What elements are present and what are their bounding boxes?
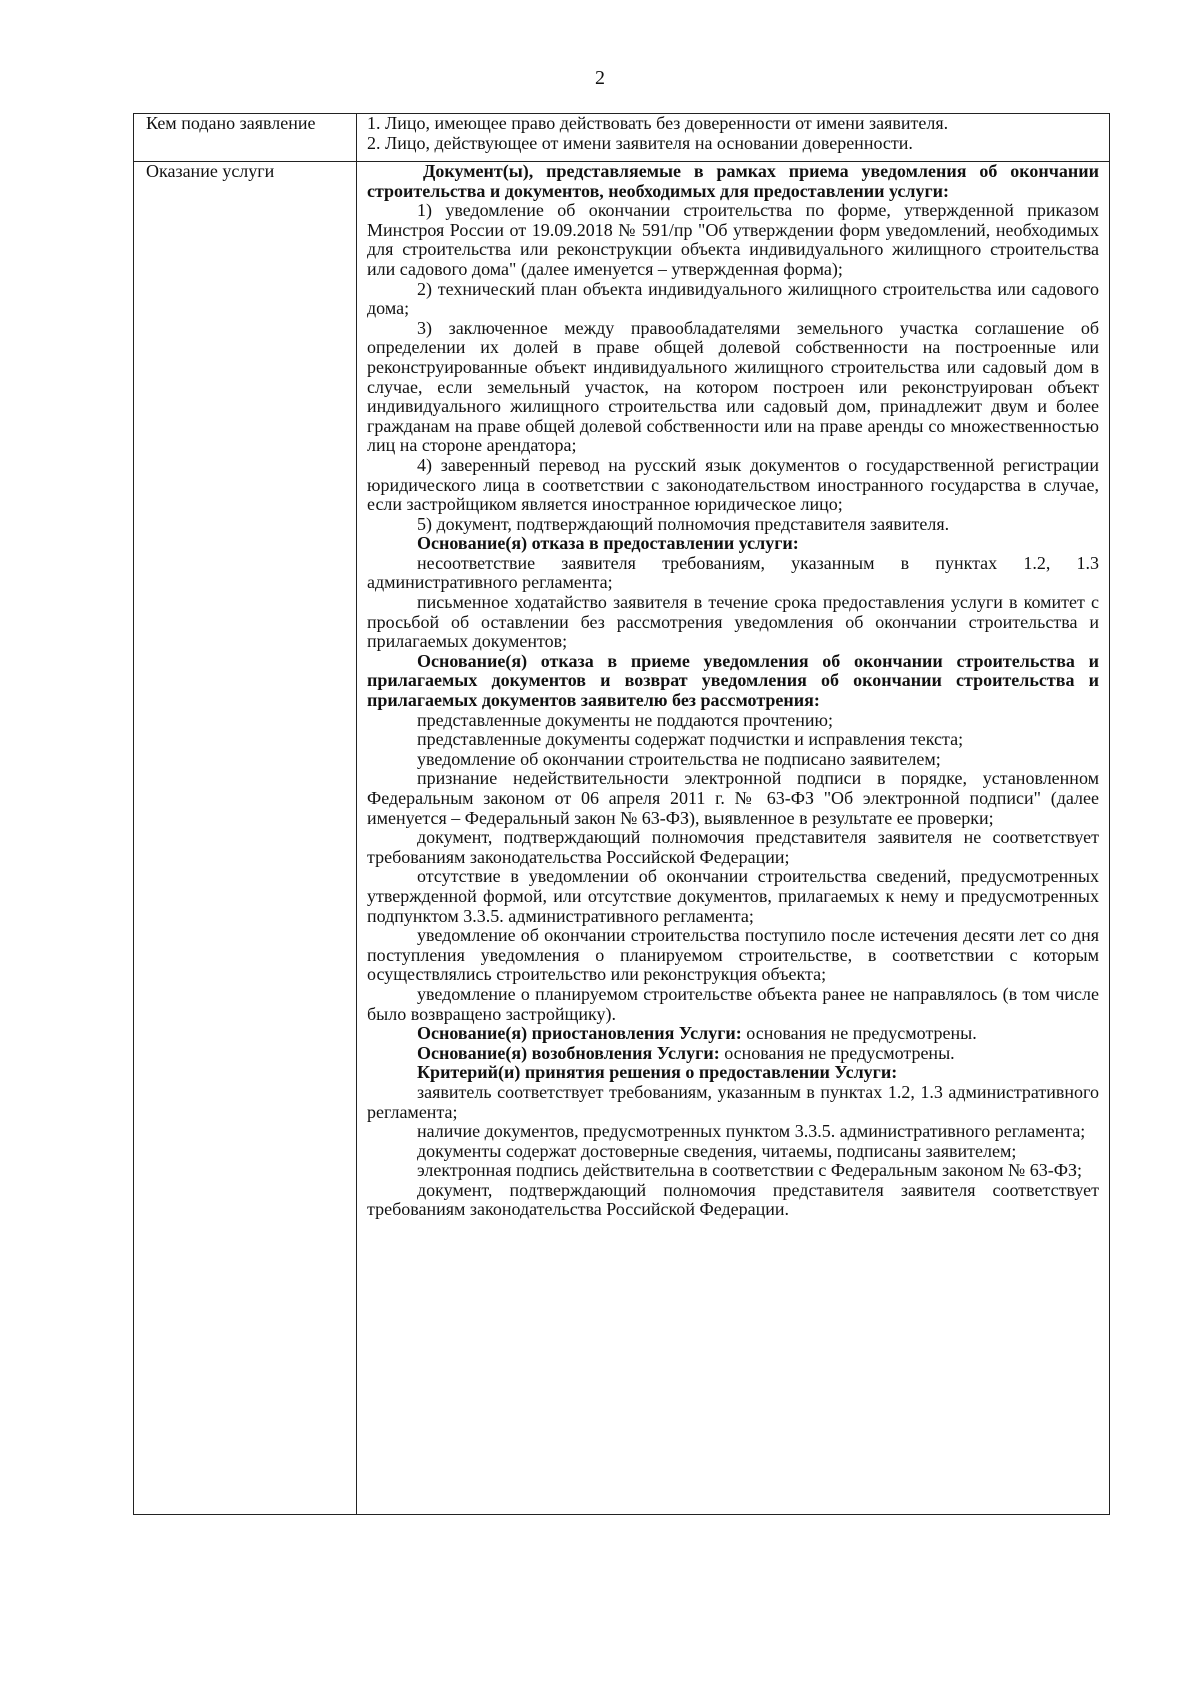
submitter-content bbox=[357, 114, 1110, 162]
suspension-label: Основание(я) приостановления Услуги: bbox=[417, 1023, 742, 1044]
submitter-line: 2. Лицо, действующее от имени заявителя на основании доверенности. bbox=[367, 132, 913, 153]
criteria-heading: Критерий(и) принятия решения о предоставлении Услуги: bbox=[417, 1062, 898, 1083]
rejection-item: уведомление об окончании строительства поступило после истечения десяти лет со дня поступления уведомления о планируемом строительстве, в соответствии с которым осуществлялись строительство или реконструкция объекта; bbox=[367, 925, 1099, 985]
suspension-line bbox=[367, 1024, 1099, 1044]
rejection-item: признание недействительности электронной подписи в порядке, установленном Федеральным законом от 06 апреля 2011 г. № 63-ФЗ "Об электронной подписи" (далее именуется – Федеральный закон № 63-ФЗ), выявленное в результате ее проверки; bbox=[367, 768, 1099, 828]
criteria-item: документ, подтверждающий полномочия представителя заявителя соответствует требованиям законодательства Российской Федерации. bbox=[367, 1179, 1099, 1220]
table-row-service bbox=[134, 162, 1110, 1515]
submitter-label: Кем подано заявление bbox=[134, 114, 357, 162]
document-item: 2) технический план объекта индивидуального жилищного строительства или садового дома; bbox=[367, 278, 1099, 319]
criteria-item: электронная подпись действительна в соответствии с Федеральным законом № 63-ФЗ; bbox=[417, 1160, 1082, 1181]
document-item: 5) документ, подтверждающий полномочия представителя заявителя. bbox=[417, 513, 950, 534]
table-row-submitter bbox=[134, 114, 1110, 162]
cell-bottom-space bbox=[367, 1220, 1099, 1244]
refusal-item: несоответствие заявителя требованиям, указанным в пунктах 1.2, 1.3 административного регламента; bbox=[367, 552, 1099, 593]
suspension-text: основания не предусмотрены. bbox=[746, 1023, 977, 1044]
rejection-item: уведомление об окончании строительства не подписано заявителем; bbox=[417, 748, 941, 769]
criteria-item: заявитель соответствует требованиям, указанным в пунктах 1.2, 1.3 административного регламента; bbox=[367, 1081, 1099, 1122]
refusal-heading: Основание(я) отказа в предоставлении услуги: bbox=[417, 533, 799, 554]
service-label: Оказание услуги bbox=[134, 162, 357, 1515]
service-info-table bbox=[133, 113, 1110, 1515]
criteria-item: наличие документов, предусмотренных пунктом 3.3.5. административного регламента; bbox=[417, 1121, 1086, 1142]
rejection-item: представленные документы содержат подчистки и исправления текста; bbox=[417, 729, 964, 750]
resumption-line bbox=[367, 1044, 1099, 1064]
page-number: 2 bbox=[595, 67, 605, 89]
refusal-item: письменное ходатайство заявителя в течение срока предоставления услуги в комитет с просьбой об оставлении без рассмотрения уведомления об окончании строительства и прилагаемых документов; bbox=[367, 592, 1099, 652]
rejection-item: отсутствие в уведомлении об окончании строительства сведений, предусмотренных утвержденной формой, или отсутствие документов, прилагаемых к нему и предусмотренных подпунктом 3.3.5. административного регламента; bbox=[367, 866, 1099, 926]
resumption-text: основания не предусмотрены. bbox=[724, 1042, 955, 1063]
rejection-heading: Основание(я) отказа в приеме уведомления об окончании строительства и прилагаемых документов и возврат уведомления об окончании строительства и прилагаемых документов заявителю без рассмотрения: bbox=[367, 650, 1099, 711]
submitter-line: 1. Лицо, имеющее право действовать без доверенности от имени заявителя. bbox=[367, 113, 949, 133]
resumption-label: Основание(я) возобновления Услуги: bbox=[417, 1042, 720, 1063]
document-item: 3) заключенное между правообладателями земельного участка соглашение об определении их долей в праве общей долевой собственности на построенные или реконструированные объект индивидуального жилищного строительства или садовый дом в случае, если земельный участок, на котором построен или реконструирован объект индивидуального жилищного строительства или садовый дом, принадлежит двум и более гражданам на праве общей долевой собственности или на праве аренды со множественностью лиц на стороне арендатора; bbox=[367, 317, 1099, 456]
documents-heading: Документ(ы), представляемые в рамках приема уведомления об окончании строительства и документов, необходимых для предоставлении услуги: bbox=[367, 161, 1099, 201]
document-item: 4) заверенный перевод на русский язык документов о государственной регистрации юридического лица в соответствии с законодательством иностранного государства в случае, если застройщиком является иностранное юридическое лицо; bbox=[367, 454, 1099, 515]
rejection-item: документ, подтверждающий полномочия представителя заявителя не соответствует требованиям законодательства Российской Федерации; bbox=[367, 827, 1099, 867]
rejection-item: уведомление о планируемом строительстве объекта ранее не направлялось (в том числе было возвращено застройщику). bbox=[367, 983, 1099, 1024]
rejection-item: представленные документы не поддаются прочтению; bbox=[417, 709, 833, 730]
document-item: 1) уведомление об окончании строительства по форме, утвержденной приказом Минстроя России от 19.09.2018 № 591/пр "Об утверждении форм уведомлений, необходимых для строительства или реконструкции объекта индивидуального жилищного строительства или садового дома" (далее именуется – утвержденная форма); bbox=[367, 200, 1099, 279]
service-content bbox=[357, 162, 1110, 1515]
criteria-item: документы содержат достоверные сведения, читаемы, подписаны заявителем; bbox=[417, 1140, 1017, 1161]
